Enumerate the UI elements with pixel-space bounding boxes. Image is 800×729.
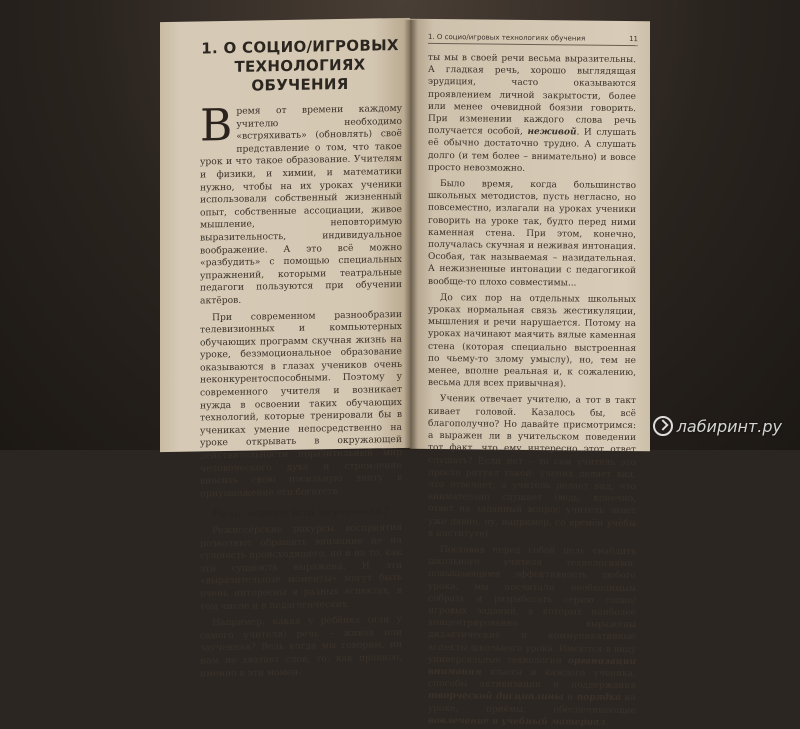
left-page (160, 18, 410, 680)
left-paragraph: Режиссёрские ракурсы восприятия позволяют обращать внимание не на сущность происходящего, но и на то, как эта сущность выражена. И эти «выразительные моменты» могут быть очень интересны в разных аспектах, в том числе и в педагогических. (200, 521, 402, 613)
emphasis-text: порядка (576, 692, 621, 704)
left-paragraph: При современном разнообразии телевизионных и компьютерных обучающих программ скучная жизнь на уроке, безэмоциональное образование оказываются в глазах учеников очень неконкурентоспособными. Поэтому у современного учителя и возникает нужда в освоении таких обучающих технологий, которые тренировали бы в учениках умение непосредственно на уроке открывать в окружающей действительности поразительный мир человеческого духа и стремление вносить свою посильную лепту в приумножение его богатств. (200, 308, 402, 500)
section-subheading: Речь живая или заученная? (212, 505, 389, 521)
dropcap: В (200, 99, 233, 152)
chapter-title-line1: 1. О СОЦИО/ИГРОВЫХ (201, 36, 399, 58)
right-para1-text: ты мы в своей речи весьма выразительны. А гладкая речь, хорошо выглядящая эрудиция, часто оказываются проявлением личной закрытости, более или менее очевидной боязни говорить. При изменении каждого слова речь получается особой, (428, 52, 636, 138)
left-para1-text: ремя от времени каждому учителю необходимо «встряхивать» (обновлять) своё представление о том, что такое урок и что такое образование. Учителям и физики, и химии, и математики нужно, чтобы на их уроках ученики использовали собственный жизненный опыт, собственные ассоциации, живое мышление, неповторимую выразительность, индивидуальное воображение. А это всё можно «разбудить» с помощью специальных упражнений, которыми театральные педагоги пользуются при обучении актёров. (200, 102, 402, 307)
right-para5-text: Поставив перед собой цель снабдить школьного учителя технологиями, повышающими эффективность любого урока, мы посчитали необходимым собрать и разработать серию социо/игровых заданий, в которых наиболее концентрированно выражены дидактические и коммуникативные аспекты школьного урока. Имеются в виду универсальные технологии (428, 544, 636, 667)
right-body-text (428, 52, 636, 729)
left-body-text (200, 99, 402, 681)
running-head (428, 33, 638, 46)
emphasis-text: организации внимания (428, 656, 636, 678)
emphasis-text: вовлечение в учебный материал (428, 715, 606, 728)
right-paragraph: Ученик отвечает учителю, а тот в такт кивает головой. Казалось бы, всё благополучно? Но давайте присмотримся: а выражен ли в учительском поведении тот факт, что ему интересно этот ответ слушать? Если нет – то сам учитель это просто ритуал такой: ученик делает вид, что отвечает, а учитель делает вид, что внимательно слушает (ведь, конечно, ответ на заданный вопрос учитель знает уже давно, ну, например, со времён учёбы в институте). (428, 394, 636, 540)
chapter-title-line2: ТЕХНОЛОГИЯХ ОБУЧЕНИЯ (234, 55, 366, 95)
watermark (653, 416, 782, 436)
right-page (410, 19, 650, 728)
right-paragraph: До сих пор на отдельных школьных уроках нормальная связь жестикуляции, мышления и речи нарушается. Потому на уроках начинают маячить вялые каменная стена (которая специально выстроенная по чьему-то злому умыслу), но, тем не менее, вполне реальная и, к сожалению, весьма для всех привычная). (428, 292, 636, 390)
labirint-logo-icon (653, 416, 673, 436)
right-paragraph (428, 544, 636, 729)
running-head-title: 1. О социо/игровых технологиях обучения (428, 32, 586, 43)
right-para5-mid2: и (563, 692, 577, 703)
right-para1-tail: . И слушать её обычно достаточно трудно. А слушать долго (и тем более – внимательно) и вовсе просто невозможно. (428, 127, 636, 174)
left-paragraph: Например, какая у ребёнка (или у самого учителя) речь – живая или заученная? Ведь когда мы говорим, ни нам не хватает слов, то, как правило, именно в эти момен- (200, 614, 402, 680)
right-para5-end: . (605, 717, 609, 728)
emphasis-text: творческой дисциплины (428, 691, 564, 703)
emphasis-text: неживой (527, 127, 577, 138)
watermark-text: лабиринт.ру (676, 416, 782, 436)
right-para5-tail: на уроке, приёмы, обеспечивающие (428, 693, 636, 716)
right-paragraph: Было время, когда большинство школьных методистов, пусть негласно, но повсеместно, излагали на уроках ученики говорить на уроке так, будто перед ними каменная стена. При этом, конечно, получалась скучная и неживая интонация. Особая, так называемая – назидательная. А нежизненные интонации с педагогикой вообще-то плохо совместимы... (428, 179, 636, 289)
right-paragraph (428, 52, 636, 176)
right-para5-mid: класса и каждого ученика, способы активизации и поддержания (428, 667, 636, 692)
open-book (160, 20, 650, 728)
page-number: 11 (629, 35, 638, 44)
book-gutter (404, 20, 418, 450)
left-paragraph (200, 99, 402, 308)
chapter-title (200, 36, 400, 96)
